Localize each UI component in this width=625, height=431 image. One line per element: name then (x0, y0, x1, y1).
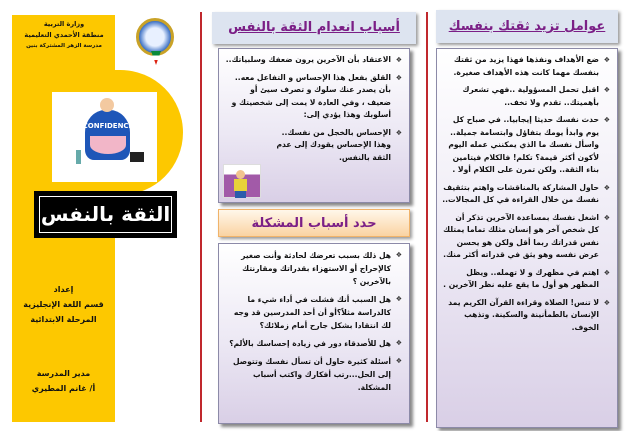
identify-causes-box (218, 243, 410, 424)
list-item: ❖ هل السبب أنك فشلت في أداء شيء ما كالدراسة مثلاً؟أو أن أحد المدرسين قد وجه لك انتقادا بشكل جارح أمام زملائك؟ (224, 293, 402, 332)
list-item: ❖ الاعتقاد بأن الآخرين يرون ضعفك وسلبياتك.. (224, 54, 402, 67)
header-identify-causes (218, 209, 410, 237)
list-item: ❖ القلق بفعل هذا الإحساس و التفاعل معه.. بأن يصدر عنك سلوك و تصرف سيئ أو ضعيف ، وفي العادة لا يمت إلى شخصيتك و أسلوبك وهذا يؤدي إلى: (224, 72, 402, 122)
principal (12, 366, 115, 396)
list-item: ❖ الإحساس بالخجل من نفسك.. وهذا الإحساس يقودك إلى عدم الثقة بالنفس. (224, 127, 402, 165)
principal-name: أ/ غانم المطيري (31, 384, 96, 393)
school-name: مدرسة الزهر المشتركة بنين (26, 43, 102, 49)
divider-line (426, 12, 428, 422)
header-lack-of-confidence (212, 12, 416, 44)
header-text: عوامل تزيد ثقتك بنفسك (448, 19, 606, 34)
stage-name: المرحلة الابتدائية (30, 315, 97, 324)
header-text: أسباب انعدام الثقة بالنفس (228, 20, 400, 35)
list-item: ❖ هل ذلك بسبب تعرضك لحادثة وأنت صغير كالإحراج أو الاستهزاء بقدراتك ومقارنتك بالآخرين ؟ (224, 249, 402, 288)
header-text: حدد أسباب المشكلة (251, 216, 377, 231)
ministry-name: وزارة التربية (43, 20, 85, 28)
department-name: قسم اللغة الإنجليزية (23, 300, 104, 309)
list-item: ❖ هل للأصدقاء دور في زيادة إحساسك بالألم؟ (224, 337, 402, 350)
kuwait-emblem-icon (136, 18, 174, 56)
cover-title-box (34, 191, 177, 238)
list-item: ❖ حاول المشاركة بالمناقشات واهتم بتثقيف نفسك من خلال القراءة في كل المجالات.. (442, 182, 610, 207)
confidence-factors-box (436, 48, 618, 428)
list-item: ❖ أسئلة كثيرة حاول أن تسأل نفسك وتتوصل إلى الحل...رتب أفكارك واكتب أسباب المشكلة. (224, 355, 402, 394)
principal-label: مدير المدرسة (36, 369, 91, 378)
prepared-by (12, 282, 115, 327)
list-item: ❖ اقبل تحمل المسؤولية ..فهي تشعرك بأهميتك.. تقدم ولا تخف.. (442, 84, 610, 109)
header-confidence-factors (436, 10, 618, 43)
list-item: ❖ اهتم في مظهرك و لا تهمله.. ويظل المظهر هو أول ما يقع عليه نظر الآخرين . (442, 267, 610, 292)
lack-causes-box (218, 48, 410, 203)
list-item: ❖ اشغل نفسك بمساعدة الآخرين تذكر أن كل شخص آخر هو إنسان مثلك تماما يمتلك نفس قدراتك ربما أقل ولكن هو يحسن عرض نفسه وهو يثق في قدراته أكثر منك. (442, 212, 610, 262)
list-item: ❖ حدث نفسك حديثا إيجابيا.. في صباح كل يوم وابدأ يومك بتفاؤل وابتسامة جميلة.. واسأل نفسك ما الذي يمكنني عمله اليوم لأكون أكثر قيمة؟ تكلم! فالكلام فيتامين بناء الثقة.. ولكن تمرن على الكلام أولا . (442, 114, 610, 177)
list-item: ❖ لا تنس! الصلاة وقراءة القرآن الكريم يمد الإنسان بالطمأنينة والسكينة. وتذهب الخوف. (442, 297, 610, 335)
district-name: منطقة الأحمدي التعليمية (24, 31, 104, 39)
cover-title: الثقة بالنفس (39, 196, 172, 233)
org-lines (14, 19, 114, 52)
prepared-by-label: إعداد (53, 285, 74, 294)
list-item: ❖ ضع الأهداف ونفذها فهذا يزيد من ثقتك بنفسك مهما كانت هذه الأهداف صغيرة. (442, 54, 610, 79)
divider-line (200, 12, 202, 422)
confidence-label: CONFIDENCE (82, 122, 134, 130)
confidence-illustration (52, 92, 157, 182)
shy-person-illustration (223, 164, 261, 198)
